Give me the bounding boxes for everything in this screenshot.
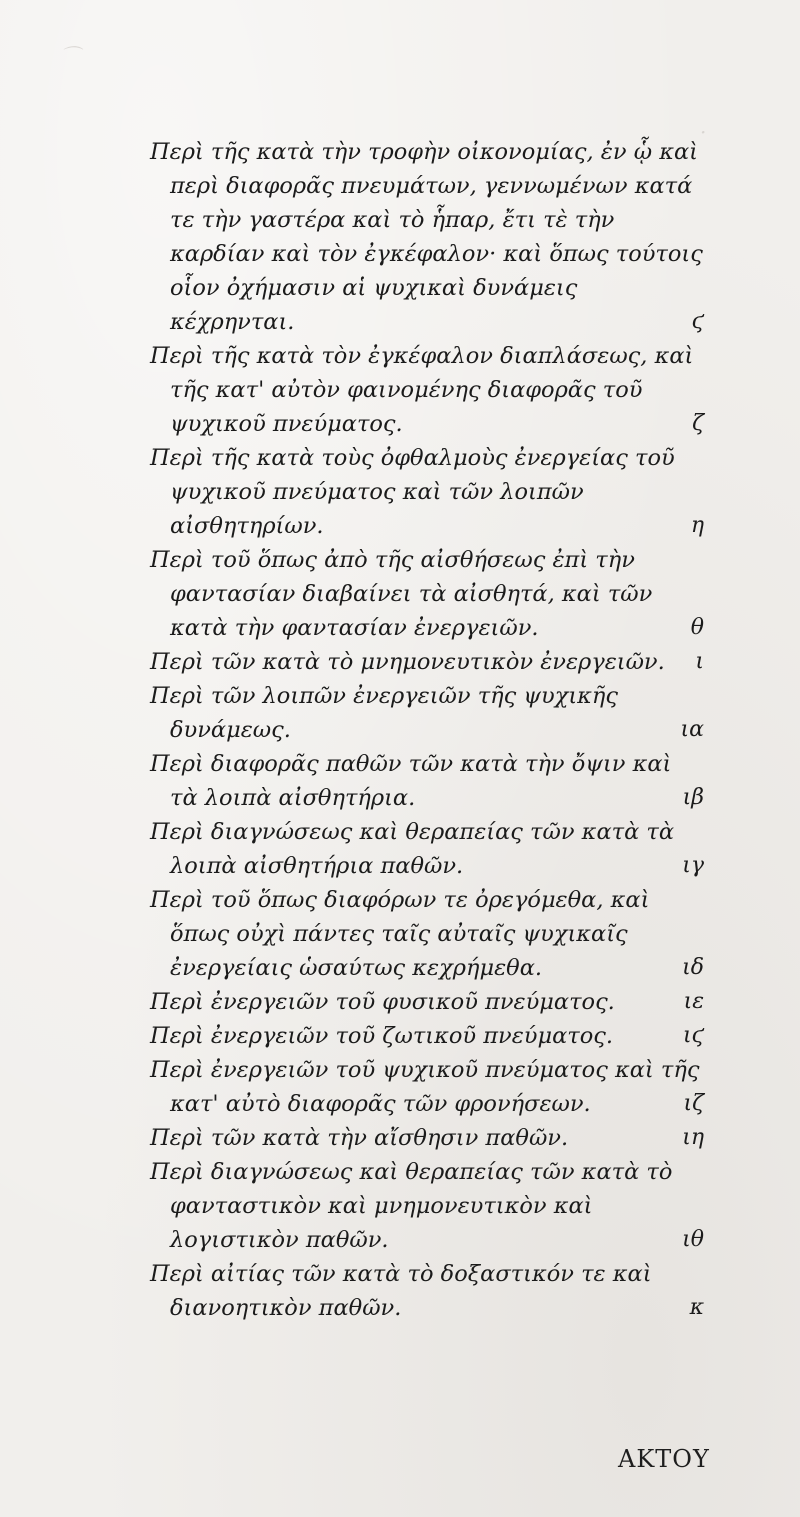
- toc-entry-text: Περὶ ἐνεργειῶν τοῦ ζωτικοῦ πνεύματος.: [150, 1023, 614, 1049]
- show-through-mark: ⌒: [60, 44, 80, 68]
- toc-entry-number: ιδ: [682, 955, 704, 980]
- toc-entry: [148, 883, 704, 985]
- toc-entry-text: Περὶ ἐνεργειῶν τοῦ φυσικοῦ πνεύματος.: [150, 989, 615, 1015]
- toc-entry-number: η: [690, 513, 704, 538]
- toc-entry: [148, 985, 704, 1019]
- toc-entry: [148, 679, 704, 747]
- toc-entry: [148, 815, 704, 883]
- toc-entry-number: ιγ: [682, 853, 704, 878]
- toc-entry-number: ζ: [692, 411, 704, 436]
- toc-entry-text: Περὶ διαφορᾶς παθῶν τῶν κατὰ τὴν ὄψιν καὶ τὰ λοιπὰ αἰσθητήρια.: [150, 751, 672, 811]
- toc-entry-text: Περὶ διαγνώσεως καὶ θεραπείας τῶν κατὰ τὸ φανταστικὸν καὶ μνημονευτικὸν καὶ λογιστικὸν παθῶν.: [150, 1159, 673, 1253]
- toc-entry-text: Περὶ τῶν κατὰ τὴν αἴσθησιν παθῶν.: [150, 1125, 569, 1151]
- toc-entry-number: ϛ: [691, 309, 704, 334]
- toc-entry: [148, 1155, 704, 1257]
- toc-entry-number: ιβ: [682, 785, 704, 810]
- table-of-contents: [148, 135, 704, 1325]
- toc-entry-number: κ: [689, 1295, 704, 1320]
- toc-entry: [148, 747, 704, 815]
- toc-entry-text: Περὶ τοῦ ὅπως ἀπὸ τῆς αἰσθήσεως ἐπὶ τὴν φαντασίαν διαβαίνει τὰ αἰσθητά, καὶ τῶν κατὰ τὴν φαντασίαν ἐνεργειῶν.: [150, 547, 653, 641]
- toc-entry-number: ιζ: [683, 1091, 704, 1116]
- toc-entry-text: Περὶ διαγνώσεως καὶ θεραπείας τῶν κατὰ τὰ λοιπὰ αἰσθητήρια παθῶν.: [150, 819, 675, 879]
- toc-entry: [148, 1121, 704, 1155]
- toc-entry: [148, 135, 704, 339]
- toc-entry-number: ιϛ: [683, 1023, 704, 1048]
- toc-entry: [148, 441, 704, 543]
- toc-entry-text: Περὶ τῆς κατὰ τὴν τροφὴν οἰκονομίας, ἐν ᾧ καὶ περὶ διαφορᾶς πνευμάτων, γεννωμένων κατά τε τὴν γαστέρα καὶ τὸ ἧπαρ, ἔτι τὲ τὴν καρδίαν καὶ τὸν ἐγκέφαλον· καὶ ὅπως τούτοις οἷον ὀχήμασιν αἱ ψυχικαὶ δυνάμεις κέχρηνται.: [150, 139, 703, 335]
- toc-entry: [148, 1053, 704, 1121]
- toc-entry: [148, 1019, 704, 1053]
- catchword: ΑΚΤΟΥ: [618, 1445, 710, 1473]
- toc-entry: [148, 543, 704, 645]
- toc-entry-number: ι: [695, 649, 704, 674]
- toc-entry-number: θ: [690, 615, 704, 640]
- toc-entry-text: Περὶ ἐνεργειῶν τοῦ ψυχικοῦ πνεύματος καὶ τῆς κατ' αὐτὸ διαφορᾶς τῶν φρονήσεων.: [150, 1057, 700, 1117]
- toc-entry-text: Περὶ τῶν κατὰ τὸ μνημονευτικὸν ἐνεργειῶν.: [150, 649, 665, 675]
- toc-entry-text: Περὶ αἰτίας τῶν κατὰ τὸ δοξαστικόν τε καὶ διανοητικὸν παθῶν.: [150, 1261, 652, 1321]
- toc-entry: [148, 645, 704, 679]
- toc-entry: [148, 1257, 704, 1325]
- show-through-mark: ·: [700, 120, 707, 144]
- toc-entry-number: ια: [680, 717, 704, 742]
- toc-entry: [148, 339, 704, 441]
- toc-entry-text: Περὶ τῶν λοιπῶν ἐνεργειῶν τῆς ψυχικῆς δυνάμεως.: [150, 683, 618, 743]
- toc-entry-number: ιε: [683, 989, 704, 1014]
- toc-entry-number: ιθ: [682, 1227, 704, 1252]
- toc-entry-text: Περὶ τοῦ ὅπως διαφόρων τε ὀρεγόμεθα, καὶ ὅπως οὐχὶ πάντες ταῖς αὐταῖς ψυχικαῖς ἐνεργείαις ὡσαύτως κεχρήμεθα.: [150, 887, 650, 981]
- toc-entry-text: Περὶ τῆς κατὰ τὸν ἐγκέφαλον διαπλάσεως, καὶ τῆς κατ' αὐτὸν φαινομένης διαφορᾶς τοῦ ψυχικοῦ πνεύματος.: [150, 343, 694, 437]
- toc-entry-number: ιη: [682, 1125, 704, 1150]
- toc-entry-text: Περὶ τῆς κατὰ τοὺς ὀφθαλμοὺς ἐνεργείας τοῦ ψυχικοῦ πνεύματος καὶ τῶν λοιπῶν αἰσθητηρίων.: [150, 445, 675, 539]
